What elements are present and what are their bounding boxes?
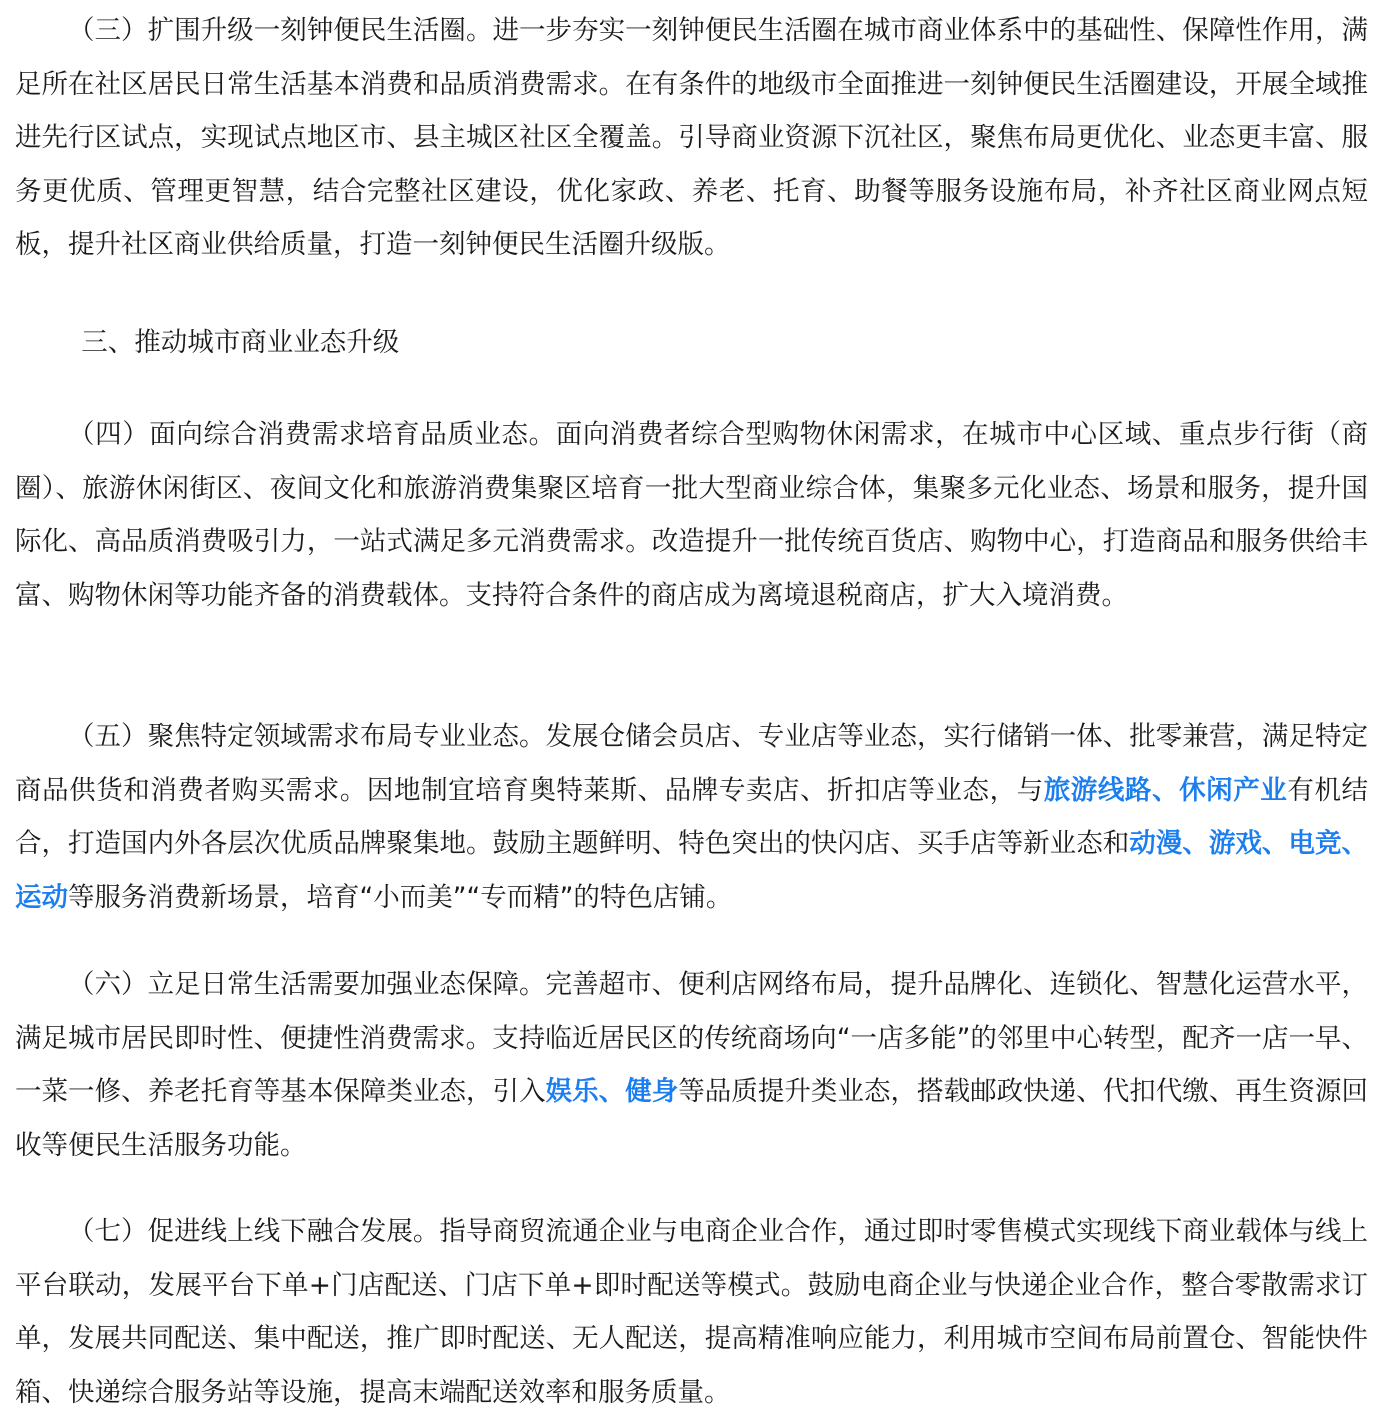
keyword-link-anime-games-esports-sports[interactable]: 动漫、游戏、电竞、运动 (15, 828, 1369, 913)
paragraph-6-daily-life-formats (15, 958, 1368, 1172)
paragraph-text: 有机结合，打造国内外各层次优质品牌聚集地。鼓励主题鲜明、特色突出的快闪店、买手店等新业态和 (15, 774, 1369, 859)
section-heading-text: 三、推动城市商业业态升级 (81, 327, 400, 358)
section-heading (15, 316, 1368, 370)
paragraph-text: （四）面向综合消费需求培育品质业态。面向消费者综合型购物休闲需求，在城市中心区域、重点步行街（商圈）、旅游休闲街区、夜间文化和旅游消费集聚区培育一批大型商业综合体，集聚多元化业态、场景和服务，提升国际化、高品质消费吸引力，一站式满足多元消费需求。改造提升一批传统百货店、购物中心，打造商品和服务供给丰富、购物休闲等功能齐备的消费载体。支持符合条件的商店成为离境退税商店，扩大入境消费。 (15, 419, 1368, 611)
paragraph-text: （六）立足日常生活需要加强业态保障。完善超市、便利店网络布局，提升品牌化、连锁化、智慧化运营水平，满足城市居民即时性、便捷性消费需求。支持临近居民区的传统商场向“一店多能”的邻里中心转型，配齐一店一早、一菜一修、养老托育等基本保障类业态，引入 (15, 969, 1368, 1107)
paragraph-text: 等服务消费新场景，培育“小而美”“专而精”的特色店铺。 (68, 881, 733, 913)
paragraph-text: （三）扩围升级一刻钟便民生活圈。进一步夯实一刻钟便民生活圈在城市商业体系中的基础性、保障性作用，满足所在社区居民日常生活基本消费和品质消费需求。在有条件的地级市全面推进一刻钟便民生活圈建设，开展全域推进先行区试点，实现试点地区市、县主城区社区全覆盖。引导商业资源下沉社区，聚焦布局更优化、业态更丰富、服务更优质、管理更智慧，结合完整社区建设，优化家政、养老、托育、助餐等服务设施布局，补齐社区商业网点短板，提升社区商业供给质量，打造一刻钟便民生活圈升级版。 (15, 15, 1368, 260)
paragraph-7-online-offline (15, 1205, 1368, 1419)
paragraph-text: （七）促进线上线下融合发展。指导商贸流通企业与电商企业合作，通过即时零售模式实现线下商业载体与线上平台联动，发展平台下单+门店配送、门店下单+即时配送等模式。鼓励电商企业与快递企业合作，整合零散需求订单，发展共同配送、集中配送，推广即时配送、无人配送，提高精准响应能力，利用城市空间布局前置仓、智能快件箱、快递综合服务站等设施，提高末端配送效率和服务质量。 (15, 1216, 1368, 1408)
keyword-link-entertainment-fitness[interactable]: 娱乐、健身 (545, 1076, 679, 1107)
paragraph-5-specialized-formats (15, 710, 1368, 924)
paragraph-text: （五）聚焦特定领域需求布局专业业态。发展仓储会员店、专业店等业态，实行储销一体、批零兼营，满足特定商品供货和消费者购买需求。因地制宜培育奥特莱斯、品牌专卖店、折扣店等业态，与 (15, 721, 1368, 806)
paragraph-3-community-life-circle (15, 4, 1368, 272)
paragraph-text: 等品质提升类业态，搭载邮政快递、代扣代缴、再生资源回收等便民生活服务功能。 (15, 1076, 1369, 1161)
paragraph-4-quality-formats (15, 408, 1368, 622)
keyword-link-tourism-leisure[interactable]: 旅游线路、休闲产业 (1043, 774, 1288, 806)
